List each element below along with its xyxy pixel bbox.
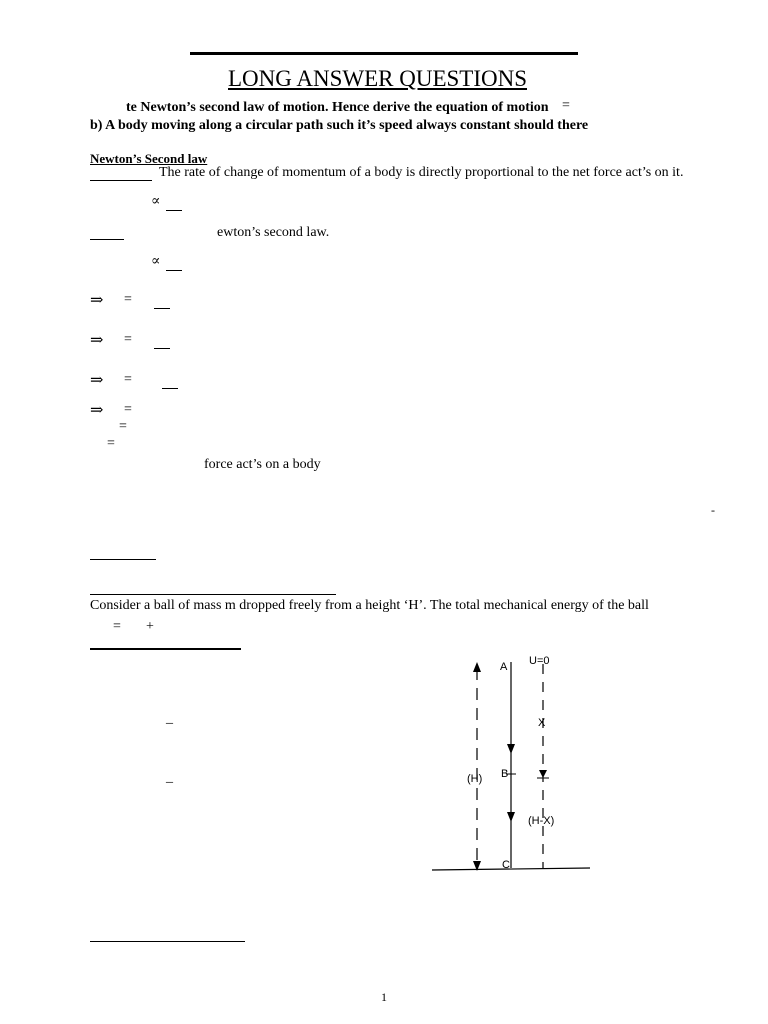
definition-text: The rate of change of momentum of a body is directly proportional to the net force act’s on it.	[159, 165, 684, 180]
bottom-rule	[90, 941, 245, 942]
equals-1: =	[124, 292, 132, 307]
definition-rule	[90, 180, 152, 181]
path-arrow-icon-2	[507, 812, 515, 822]
short-rule-1	[90, 239, 124, 240]
label-hx: (H-X)	[528, 815, 555, 827]
implies-icon-4: ⇒	[90, 402, 104, 419]
equals-6: =	[107, 436, 115, 451]
equals-4: =	[124, 402, 132, 417]
long-rule-1	[90, 594, 336, 595]
section-heading: Newton’s Second law	[90, 151, 208, 166]
plus-symbol: +	[146, 619, 154, 634]
ground-line	[432, 868, 590, 870]
proportional-symbol-1: ∝	[151, 194, 161, 209]
equals-7: =	[113, 619, 121, 634]
page-number: 1	[381, 990, 387, 1004]
implies-icon-2: ⇒	[90, 332, 104, 349]
top-rule	[190, 52, 578, 55]
fraction-bar-4	[154, 339, 170, 357]
implies-icon-3: ⇒	[90, 372, 104, 389]
question-b: b) A body moving along a circular path such it’s speed always constant should there	[90, 118, 589, 133]
question-a-equals: =	[562, 98, 570, 113]
path-arrow-icon-1	[507, 744, 515, 754]
label-b: B	[501, 768, 509, 780]
force-fragment: force act’s on a body	[204, 457, 321, 472]
label-x: X	[538, 717, 546, 729]
label-c: C	[502, 859, 510, 871]
fraction-bar-3	[154, 299, 170, 317]
implies-icon-1: ⇒	[90, 292, 104, 309]
label-h: (H)	[467, 773, 483, 785]
equals-5: =	[119, 419, 127, 434]
ball-statement: Consider a ball of mass m dropped freely from a height ‘H’. The total mechanical energy of the ball	[90, 598, 649, 613]
fraction-bar-2	[166, 261, 182, 279]
equals-3: =	[124, 372, 132, 387]
long-rule-2	[90, 648, 241, 650]
dash-fragment: -	[711, 503, 715, 517]
fraction-bar-1	[166, 201, 182, 219]
newton-fragment: ewton’s second law.	[217, 225, 330, 240]
fraction-bar-5	[162, 379, 178, 397]
height-arrow-up-icon	[473, 662, 481, 672]
label-a: A	[500, 661, 508, 673]
question-a: te Newton’s second law of motion. Hence derive the equation of motion	[126, 100, 549, 115]
minus-fragment-2: _	[166, 770, 173, 785]
short-rule-2	[90, 559, 156, 560]
x-arrow-icon	[539, 770, 547, 778]
page-title: LONG ANSWER QUESTIONS	[228, 66, 527, 91]
proportional-symbol-2: ∝	[151, 254, 161, 269]
falling-ball-diagram	[420, 640, 610, 880]
minus-fragment-1: _	[166, 711, 173, 726]
equals-2: =	[124, 332, 132, 347]
label-u0: U=0	[529, 655, 550, 667]
